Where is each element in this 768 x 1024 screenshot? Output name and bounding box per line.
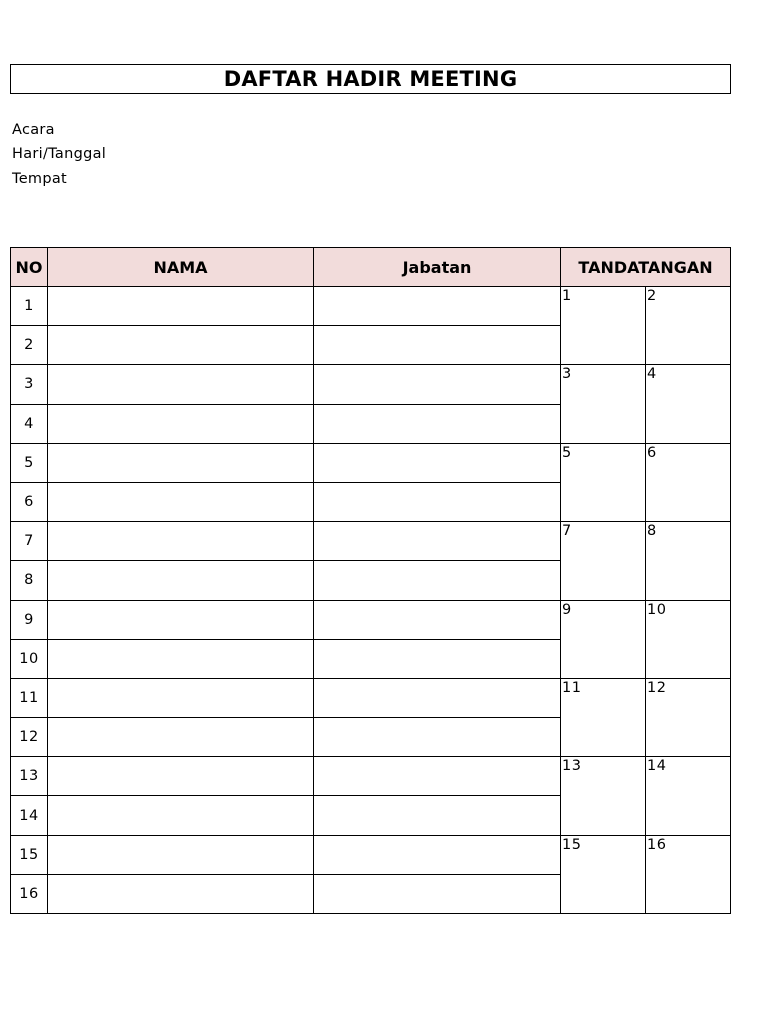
nama-cell[interactable] [48,365,314,404]
row-number: 15 [11,835,48,874]
nama-cell[interactable] [48,835,314,874]
header-nama: NAMA [48,248,314,287]
signature-cell[interactable]: 14 [646,757,731,835]
row-number: 12 [11,718,48,757]
jabatan-cell[interactable] [314,443,561,482]
info-label-hari-tanggal: Hari/Tanggal [12,146,107,162]
row-number: 11 [11,678,48,717]
row-number: 4 [11,404,48,443]
table-row [11,365,731,404]
table-row [11,443,731,482]
nama-cell[interactable] [48,326,314,365]
jabatan-cell[interactable] [314,365,561,404]
signature-cell[interactable]: 16 [646,835,731,913]
jabatan-cell[interactable] [314,639,561,678]
nama-cell[interactable] [48,678,314,717]
row-number: 2 [11,326,48,365]
table-row [11,835,731,874]
table-row [11,757,731,796]
row-number: 1 [11,287,48,326]
jabatan-cell[interactable] [314,678,561,717]
jabatan-cell[interactable] [314,561,561,600]
row-number: 9 [11,600,48,639]
nama-cell[interactable] [48,482,314,521]
nama-cell[interactable] [48,757,314,796]
header-jabatan: Jabatan [314,248,561,287]
signature-cell[interactable]: 8 [646,522,731,600]
signature-cell[interactable]: 9 [561,600,646,678]
row-number: 5 [11,443,48,482]
page-title: DAFTAR HADIR MEETING [10,64,731,94]
jabatan-cell[interactable] [314,796,561,835]
row-number: 10 [11,639,48,678]
header-tandatangan: TANDATANGAN [561,248,731,287]
signature-cell[interactable]: 6 [646,443,731,521]
header-no: NO [11,248,48,287]
nama-cell[interactable] [48,874,314,913]
signature-cell[interactable]: 2 [646,287,731,365]
row-number: 3 [11,365,48,404]
signature-cell[interactable]: 13 [561,757,646,835]
jabatan-cell[interactable] [314,522,561,561]
table-row [11,287,731,326]
jabatan-cell[interactable] [314,874,561,913]
row-number: 6 [11,482,48,521]
jabatan-cell[interactable] [314,482,561,521]
header-row [11,248,731,287]
nama-cell[interactable] [48,287,314,326]
signature-cell[interactable]: 3 [561,365,646,443]
row-number: 13 [11,757,48,796]
nama-cell[interactable] [48,443,314,482]
jabatan-cell[interactable] [314,600,561,639]
signature-cell[interactable]: 4 [646,365,731,443]
signature-cell[interactable]: 11 [561,678,646,756]
signature-cell[interactable]: 12 [646,678,731,756]
nama-cell[interactable] [48,639,314,678]
row-number: 7 [11,522,48,561]
jabatan-cell[interactable] [314,287,561,326]
nama-cell[interactable] [48,718,314,757]
jabatan-cell[interactable] [314,835,561,874]
signature-cell[interactable]: 5 [561,443,646,521]
info-label-acara: Acara [12,122,55,138]
nama-cell[interactable] [48,796,314,835]
jabatan-cell[interactable] [314,404,561,443]
jabatan-cell[interactable] [314,757,561,796]
nama-cell[interactable] [48,404,314,443]
attendance-table [10,247,731,914]
signature-cell[interactable]: 15 [561,835,646,913]
signature-cell[interactable]: 1 [561,287,646,365]
row-number: 8 [11,561,48,600]
row-number: 16 [11,874,48,913]
jabatan-cell[interactable] [314,326,561,365]
nama-cell[interactable] [48,522,314,561]
signature-cell[interactable]: 10 [646,600,731,678]
table-row [11,678,731,717]
row-number: 14 [11,796,48,835]
info-label-tempat: Tempat [12,171,68,187]
signature-cell[interactable]: 7 [561,522,646,600]
nama-cell[interactable] [48,561,314,600]
table-row [11,522,731,561]
nama-cell[interactable] [48,600,314,639]
jabatan-cell[interactable] [314,718,561,757]
table-row [11,600,731,639]
